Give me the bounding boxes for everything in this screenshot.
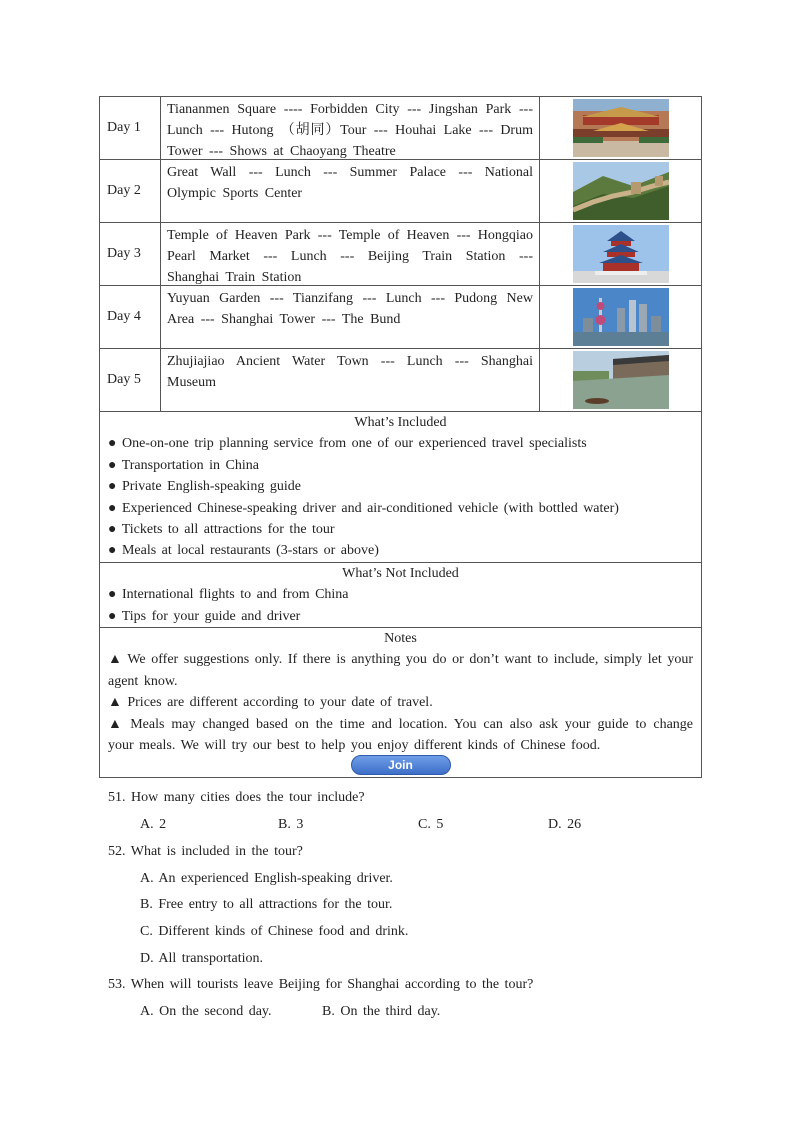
itinerary-table (99, 96, 702, 778)
forbidden-city-photo (573, 99, 669, 157)
shanghai-skyline-photo (573, 288, 669, 346)
itinerary-row-day5 (100, 349, 701, 412)
water-town-photo (573, 351, 669, 409)
option-a: A. 2 (140, 817, 167, 832)
day-label: Day 4 (100, 286, 161, 348)
option-b: B. On the third day. (322, 1004, 441, 1019)
day-label: Day 5 (100, 349, 161, 411)
day-label: Day 1 (100, 97, 161, 159)
question-52: 52. What is included in the tour? (108, 844, 303, 859)
list-item: ● Tickets to all attractions for the tour (108, 522, 335, 538)
question-53: 53. When will tourists leave Beijing for Shanghai according to the tour? (108, 977, 534, 992)
day-description: Great Wall --- Lunch --- Summer Palace --- National Olympic Sports Center (161, 160, 540, 222)
option-d: D. 26 (548, 817, 582, 832)
whats-included-section (100, 412, 701, 563)
list-item: ● Meals at local restaurants (3-stars or above) (108, 543, 379, 559)
option-b: B. Free entry to all attractions for the tour. (140, 897, 393, 912)
notes-section (100, 628, 701, 776)
section-title: What’s Not Included (342, 565, 459, 581)
day-description: Tiananmen Square ---- Forbidden City --- Jingshan Park --- Lunch --- Hutong （胡同）Tour --- Houhai Lake --- Drum Tower --- Shows at Chaoyang Theatre (161, 97, 540, 159)
note-item: ▲ We offer suggestions only. If there is anything you do or don’t want to include, simply let your agent know. (108, 652, 693, 689)
option-c: C. Different kinds of Chinese food and drink. (140, 924, 409, 939)
option-a: A. An experienced English-speaking driver. (140, 871, 393, 886)
list-item: ● International flights to and from China (108, 587, 349, 603)
section-title: What’s Included (354, 415, 447, 430)
itinerary-row-day2 (100, 160, 701, 223)
list-item: ● Transportation in China (108, 457, 259, 473)
join-button[interactable]: Join (351, 755, 451, 775)
temple-of-heaven-photo (573, 225, 669, 283)
day-label: Day 2 (100, 160, 161, 222)
list-item: ● Experienced Chinese-speaking driver and air-conditioned vehicle (with bottled water) (108, 500, 619, 516)
day-description: Temple of Heaven Park --- Temple of Heaven --- Hongqiao Pearl Market --- Lunch --- Beijing Train Station --- Shanghai Train Station (161, 223, 540, 285)
note-item: ▲ Meals may changed based on the time and location. You can also ask your guide to change your meals. We will try our best to help you enjoy different kinds of Chinese food. (108, 716, 693, 754)
option-c: C. 5 (418, 817, 444, 832)
itinerary-row-day3 (100, 223, 701, 286)
day-description: Yuyuan Garden --- Tianzifang --- Lunch --- Pudong New Area --- Shanghai Tower --- The Bund (161, 286, 540, 348)
itinerary-row-day1 (100, 97, 701, 160)
option-a: A. On the second day. (140, 1004, 272, 1019)
option-b: B. 3 (278, 817, 304, 832)
list-item: ● One-on-one trip planning service from one of our experienced travel specialists (108, 436, 587, 452)
note-item: ▲ Prices are different according to your date of travel. (108, 695, 433, 711)
great-wall-photo (573, 162, 669, 220)
whats-not-included-section (100, 563, 701, 628)
list-item: ● Tips for your guide and driver (108, 608, 301, 624)
list-item: ● Private English-speaking guide (108, 479, 301, 495)
question-51: 51. How many cities does the tour include? (108, 790, 365, 805)
day-label: Day 3 (100, 223, 161, 285)
option-d: D. All transportation. (140, 951, 263, 966)
section-title: Notes (384, 631, 417, 647)
itinerary-row-day4 (100, 286, 701, 349)
day-description: Zhujiajiao Ancient Water Town --- Lunch --- Shanghai Museum (161, 349, 540, 411)
